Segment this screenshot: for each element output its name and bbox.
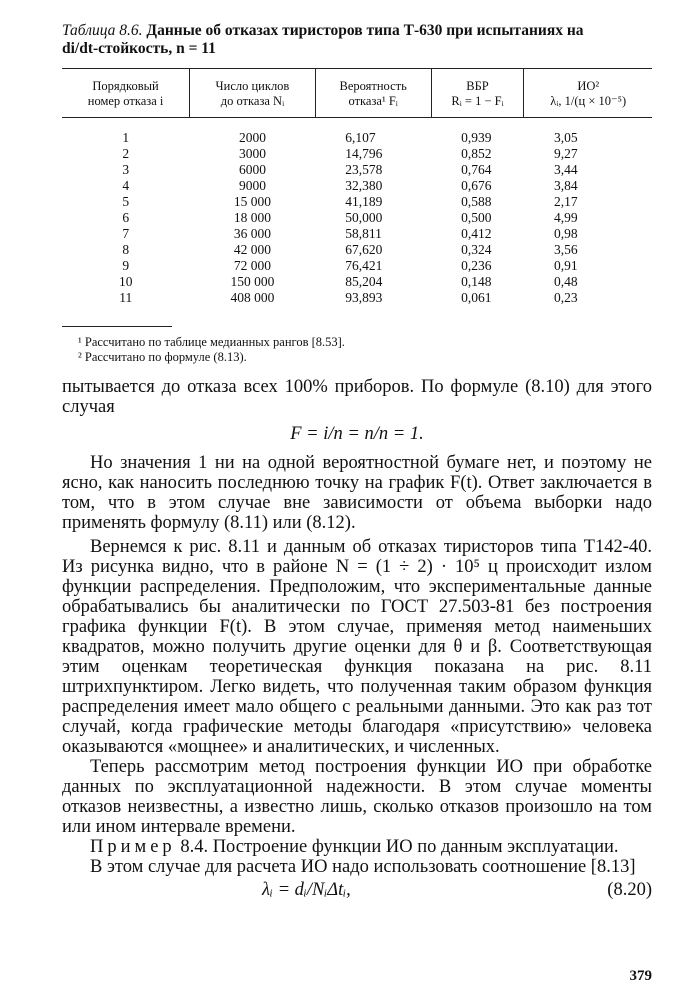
column-header-line-2: до отказа Nᵢ [220,94,285,108]
table-row [62,226,652,242]
table-row [62,146,652,162]
table-cell: 4 [122,178,130,193]
paragraph-6: В этом случае для расчета ИО надо использовать соотношение [8.13] [90,857,636,877]
column-header-line-1: Порядковый [92,79,159,93]
table-header-row [62,69,652,118]
table-cell: 3000 [238,146,266,161]
caption-title-2: di/dt-стойкость, [62,40,173,57]
table-cell: 10 [119,274,133,289]
table-row [62,210,652,226]
paragraph-3: Вернемся к рис. 8.11 и данным об отказах тиристоров типа Т142-40. Из рисунка видно, что в районе N = (1 ÷ 2) · 10⁵ ц происходит излом функции распределения. Предположим, что экспериментальные данные обрабатывались бы аналитически по ГОСТ 27.503-81 без построения графика функции F(t). В этом случае, применяя метод наименьших квадратов, можно получить другие оценки для θ и β. Соответствующая этим оценкам теоретическая функция показана на рис. 8.11 штрихпунктиром. Легко видеть, что полученная таким образом функция распределения имеет мало общего с реальными данными. Это как раз тот случай, когда графические методы благодаря «присутствию» человека оказываются «мощнее» и аналитических, и численных. [62,537,652,757]
table-cell: 3,56 [553,242,578,257]
table-cell: 76,421 [345,258,383,273]
table-cell: 7 [122,226,130,241]
table-cell: 0,061 [461,290,492,305]
table-cell: 408 000 [230,290,275,305]
table-cell: 0,23 [553,290,578,305]
example-text: 8.4. Построение функции ИО по данным эксплуатации. [180,837,619,857]
table-cell: 0,48 [553,274,578,289]
table-row [62,290,652,316]
column-header-line-2: номер отказа i [87,94,164,108]
table-cell: 2,17 [553,194,578,209]
table-cell: 0,324 [461,242,492,257]
table-cell: 1 [122,130,130,145]
table-cell: 0,412 [461,226,492,241]
caption-label: Таблица 8.6. [62,22,143,39]
formula-2-line [62,879,652,901]
table-cell: 11 [119,290,133,305]
table-cell: 0,939 [461,130,492,145]
column-header-line-1: Вероятность [339,79,407,93]
formula-2: λᵢ = dᵢ/NᵢΔtᵢ, [262,880,351,900]
table-cell: 6000 [238,162,266,177]
table-cell: 3 [122,162,130,177]
column-header-4 [431,69,524,118]
table-cell: 67,620 [345,242,383,257]
table-cell: 0,676 [461,178,492,193]
column-header-line-2: Rᵢ = 1 − Fᵢ [451,94,504,108]
column-header-3 [315,69,431,118]
table-cell: 58,811 [345,226,382,241]
column-header-1 [62,69,190,118]
table-row [62,274,652,290]
table-cell: 42 000 [233,242,271,257]
footnote-divider [62,326,172,327]
paragraph-5 [62,837,652,857]
table-cell: 0,236 [461,258,492,273]
column-header-line-1: ИО² [577,79,600,93]
table-caption [62,22,652,58]
table-cell: 15 000 [233,194,271,209]
table-cell: 0,500 [461,210,492,225]
column-header-line-1: ВБР [466,79,489,93]
table-cell: 50,000 [345,210,383,225]
table-cell: 0,98 [553,226,578,241]
paragraph-2: Но значения 1 ни на одной вероятностной бумаге нет, и поэтому не ясно, как наносить последнюю точку на график F(t). Ответ заключается в том, что в этом случае вне зависимости от объема выборки надо применять формулу (8.11) или (8.12). [62,453,652,533]
table-cell: 3,84 [553,178,578,193]
table-cell: 23,578 [345,162,383,177]
table-row [62,242,652,258]
table-cell: 8 [122,242,130,257]
table-cell: 2000 [238,130,266,145]
table-cell: 5 [122,194,130,209]
column-header-line-1: Число циклов [215,79,290,93]
table-cell: 3,44 [553,162,578,177]
table-body [62,118,652,317]
formula-2-number: (8.20) [607,880,652,900]
table-cell: 9,27 [553,146,578,161]
table-cell: 3,05 [553,130,578,145]
footnote-1: ¹ Рассчитано по таблице медианных рангов [8.53]. [78,335,345,349]
table-cell: 6,107 [345,130,376,145]
table-cell: 150 000 [230,274,275,289]
formula-1: F = i/n = n/n = 1. [290,424,424,444]
table-cell: 6 [122,210,130,225]
footnote-2: ² Рассчитано по формуле (8.13). [78,350,247,364]
table-cell: 85,204 [345,274,383,289]
table-row [62,194,652,210]
caption-n: n = 11 [176,40,216,57]
table-cell: 9 [122,258,130,273]
table-cell: 14,796 [345,146,383,161]
table-cell: 2 [122,146,130,161]
table-cell: 0,588 [461,194,492,209]
paragraph-4: Теперь рассмотрим метод построения функции ИО при обработке данных по эксплуатационной надежности. В этом случае моменты отказов неизвестны, а известно лишь, сколько отказов произошло на том или ином интервале времени. [62,757,652,837]
column-header-5 [524,69,652,118]
column-header-line-2: отказа¹ Fᵢ [348,94,398,108]
table-cell: 0,148 [461,274,492,289]
page-content [62,22,652,901]
table-cell: 93,893 [345,290,383,305]
table-cell: 9000 [238,178,266,193]
column-header-2 [190,69,316,118]
table-cell: 0,91 [553,258,578,273]
table-row [62,178,652,194]
table-cell: 18 000 [233,210,271,225]
page-number: 379 [629,968,652,984]
table-cell: 0,764 [461,162,492,177]
table-cell: 4,99 [553,210,578,225]
failure-data-table [62,68,652,316]
table-cell: 32,380 [345,178,383,193]
table-row [62,258,652,274]
table-row [62,162,652,178]
table-row [62,118,652,147]
table-cell: 0,852 [461,146,492,161]
table-cell: 36 000 [233,226,271,241]
example-lead: Пример [90,837,176,857]
caption-title: Данные об отказах тиристоров типа Т-630 при испытаниях на [146,22,584,39]
table-cell: 41,189 [345,194,383,209]
paragraph-1: пытывается до отказа всех 100% приборов. По формуле (8.10) для этого случая [62,377,652,417]
table-cell: 72 000 [233,258,271,273]
column-header-line-2: λᵢ, 1/(ц × 10⁻⁵) [550,94,627,108]
